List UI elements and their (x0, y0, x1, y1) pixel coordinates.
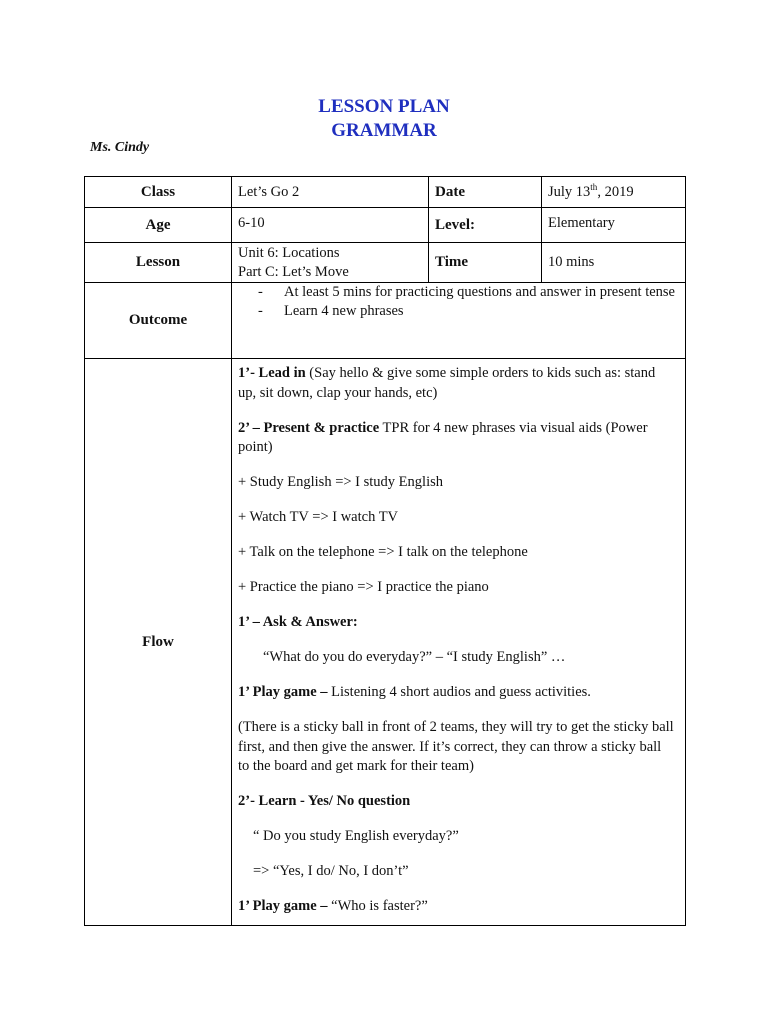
age-row (85, 208, 686, 243)
flow-step-ask-answer: 1’ – Ask & Answer: (238, 614, 358, 630)
flow-phrase: + Watch TV => I watch TV (238, 509, 399, 525)
yes-no-question: “ Do you study English everyday?” (253, 828, 459, 844)
flow-phrase: + Study English => I study English (238, 474, 443, 490)
flow-content (232, 359, 686, 926)
flow-step-present-practice: 2’ – Present & practice TPR for 4 new phrases via visual aids (Power point) (238, 419, 648, 455)
class-row (85, 177, 686, 208)
lesson-plan-title: LESSON PLAN (318, 96, 450, 117)
teacher-name: Ms. Cindy (90, 140, 150, 155)
lesson-label: Lesson (85, 243, 232, 283)
outcome-item: - At least 5 mins for practicing questions and answer in present tense (258, 284, 675, 300)
outcome-item: - Learn 4 new phrases (258, 303, 404, 319)
class-value: Let’s Go 2 (232, 177, 429, 208)
date-label: Date (429, 177, 542, 208)
lesson-value (232, 243, 429, 283)
flow-label: Flow (85, 359, 232, 926)
play-game-description: (There is a sticky ball in front of 2 teams, they will try to get the sticky ball first, and then give the answer. If it’s correct, they can throw a sticky ball to the board and get mark for their team) (238, 719, 674, 774)
flow-step-play-game-2: 1’ Play game – “Who is faster?” (238, 898, 428, 914)
flow-step-learn: 2’- Learn - Yes/ No question (238, 793, 411, 809)
outcome-label: Outcome (85, 283, 232, 359)
lesson-line-2: Part C: Let’s Move (238, 264, 349, 280)
lesson-plan-table (84, 176, 686, 926)
age-value: 6-10 (232, 208, 429, 243)
time-label: Time (429, 243, 542, 283)
flow-row (85, 359, 686, 926)
lesson-line-1: Unit 6: Locations (238, 245, 340, 261)
yes-no-answer: => “Yes, I do/ No, I don’t” (253, 863, 409, 879)
class-label: Class (85, 177, 232, 208)
flow-phrase: + Practice the piano => I practice the piano (238, 579, 489, 595)
flow-step-play-game-1: 1’ Play game – Listening 4 short audios and guess activities. (238, 684, 591, 700)
outcome-content (232, 283, 686, 359)
ask-answer-example: “What do you do everyday?” – “I study English” … (263, 649, 566, 665)
level-value: Elementary (542, 208, 686, 243)
flow-phrase: + Talk on the telephone => I talk on the telephone (238, 544, 528, 560)
level-label: Level: (429, 208, 542, 243)
time-value: 10 mins (542, 243, 686, 283)
outcome-row (85, 283, 686, 359)
flow-step-lead-in: 1’- Lead in (Say hello & give some simple orders to kids such as: stand up, sit down, clap your hands, etc) (238, 365, 656, 401)
lesson-row (85, 243, 686, 283)
date-value: July 13th, 2019 (542, 177, 686, 208)
grammar-subtitle: GRAMMAR (331, 120, 437, 141)
age-label: Age (85, 208, 232, 243)
